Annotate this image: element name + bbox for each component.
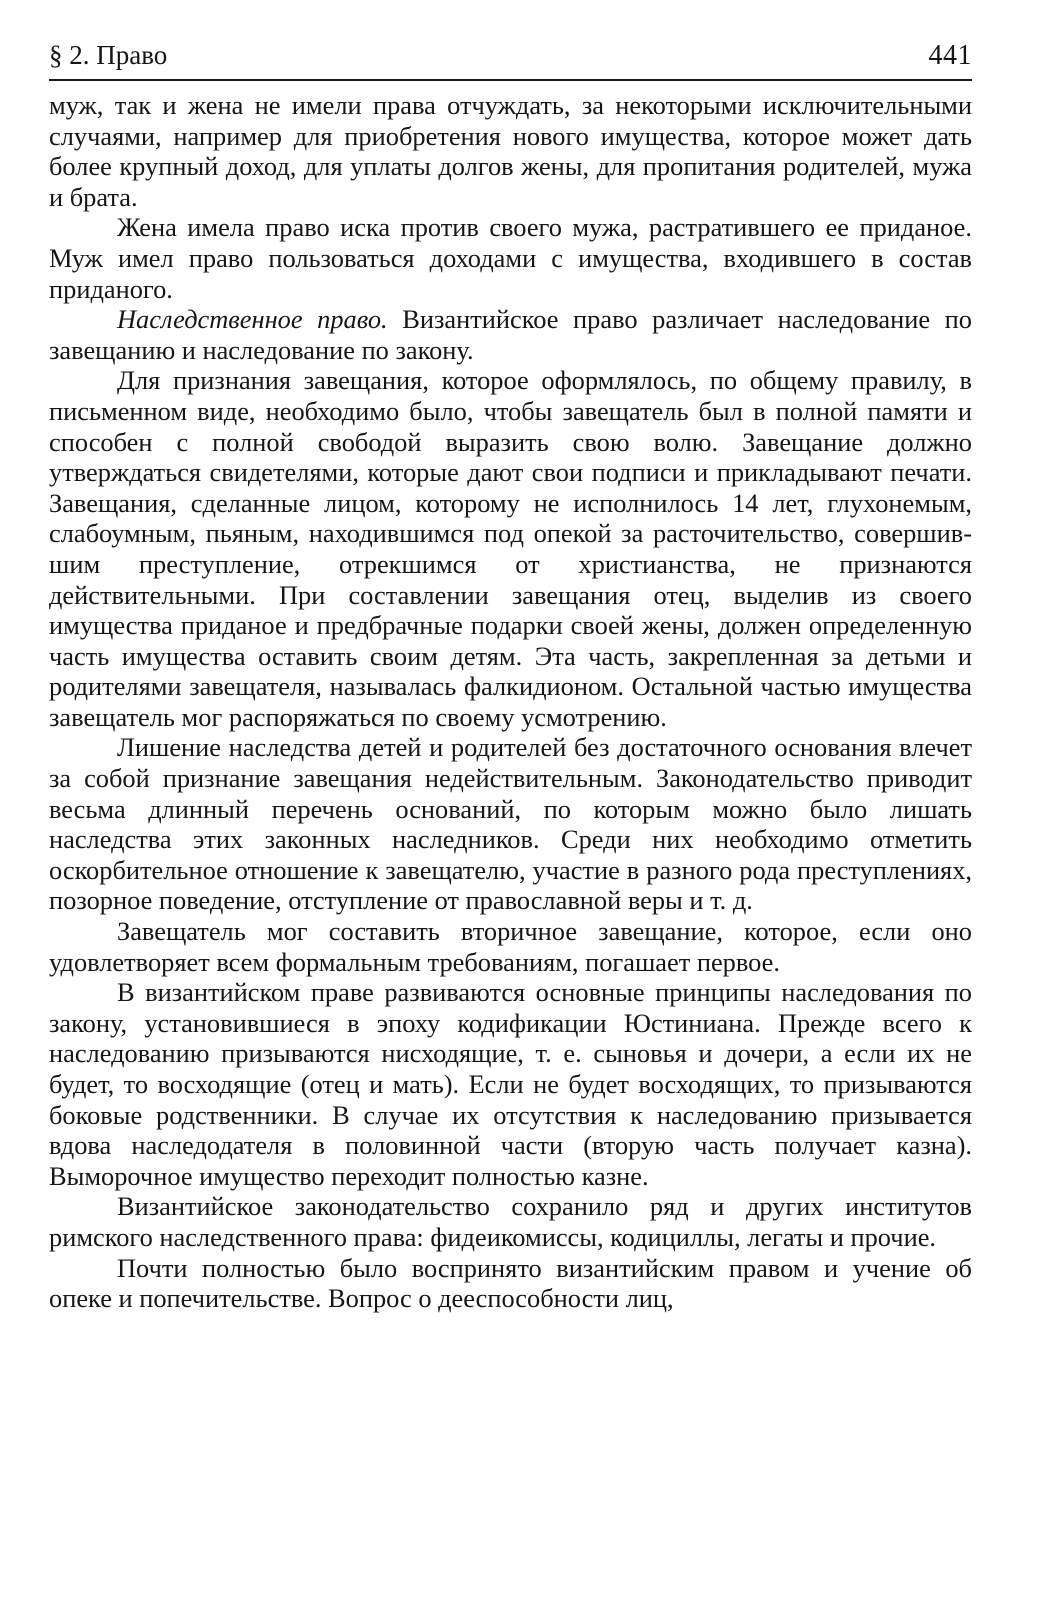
paragraph: Для признания завещания, которое оформлялось, по общему правилу, в письменном виде, необходимо было, чтобы завещатель был в полной памяти и способен с полной свободой выразить свою волю. Завещание должно утверждаться свидетелями, которые дают свои подписи и прикладывают печати. Завещания, сделанные лицом, которому не исполнилось 14 лет, глухонемым, слабоумным, пьяным, находившимся под опекой за расточительство, совершившим преступление, отрекшимся от христианства, не признаются действительными. При составлении завещания отец, выделив из своего имущества приданое и предбрачные подарки своей жены, должен определенную часть имущества оставить своим детям. Эта часть, закрепленная за детьми и родителями завещателя, называлась фалкидионом. Остальной частью имущества завещатель мог распоряжаться по своему усмотрению. bbox=[49, 365, 972, 732]
running-header bbox=[49, 38, 972, 81]
book-page bbox=[49, 38, 972, 1314]
paragraph bbox=[49, 304, 972, 365]
paragraph: Почти полностью было воспринято византийским правом и учение об опеке и попечительстве. Вопрос о дееспособности лиц, bbox=[49, 1252, 972, 1314]
section-title: § 2. Право bbox=[49, 40, 168, 70]
paragraph: муж, так и жена не имели права отчуждать, за некоторыми исключительными случаями, например для приобретения нового имущества, которое может дать более крупный доход, для уплаты долгов жены, для пропитания родителей, мужа и брата. bbox=[49, 90, 972, 212]
paragraph: Жена имела право иска против своего мужа, растратившего ее приданое. Муж имел право пользоваться доходами с имущества, входившего в состав приданого. bbox=[49, 212, 972, 304]
paragraph-text: Византийское право различает наследование по завещанию и наследование по закону. bbox=[49, 304, 973, 365]
paragraph: Завещатель мог составить вторичное завещание, которое, если оно удовлетворяет всем формальным требованиям, погашает первое. bbox=[49, 916, 972, 977]
body-text bbox=[49, 90, 972, 1314]
paragraph: В византийском праве развиваются основные принципы наследования по закону, установившиеся в эпоху кодификации Юстиниана. Прежде всего к наследованию призываются нисходящие, т. е. сыновья и дочери, а если их не будет, то восходящие (отец и мать). Если не будет восходящих, то призываются боковые родственники. В случае их отсутствия к наследованию призывается вдова наследодателя в половинной части (вторую часть получает казна). Выморочное имущество переходит полностью казне. bbox=[49, 977, 972, 1191]
paragraph: Лишение наследства детей и родителей без достаточного основания влечет за собой признание завещания недействительным. Законодательство приводит весьма длинный перечень оснований, по которым можно было лишать наследства этих законных наследников. Среди них необходимо отметить оскорбительное отношение к завещателю, участие в разного рода преступлениях, позорное поведение, отступление от православной веры и т. д. bbox=[49, 732, 972, 916]
subsection-heading: Наследственное право. bbox=[117, 304, 388, 335]
page-number: 441 bbox=[928, 40, 972, 71]
paragraph: Византийское законодательство сохранило ряд и других институтов римского наследственного права: фидеикомиссы, кодициллы, легаты и прочие. bbox=[49, 1191, 972, 1252]
